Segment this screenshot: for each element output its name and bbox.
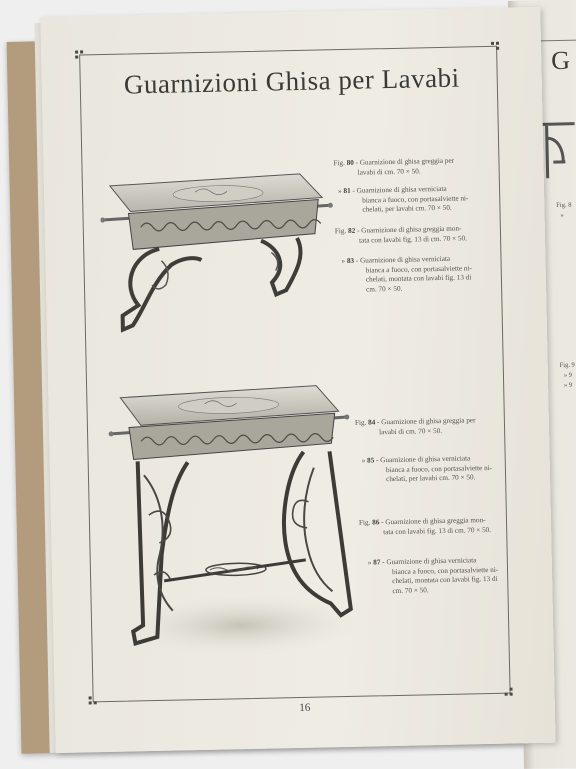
caption-fig-number: 85 <box>367 456 375 465</box>
caption-fig-prefix: Fig. <box>333 158 345 168</box>
facing-fig-2: » <box>560 211 564 219</box>
caption-fig-number: 82 <box>347 226 356 235</box>
caption-line: chelati, montata con lavabi fig. 13 di <box>392 574 498 586</box>
caption-line: bianca a fuoco, con portasalviette ni- <box>385 463 493 474</box>
facing-fig-5: » 9 <box>563 381 573 389</box>
caption-fig-81 <box>338 184 499 216</box>
caption-line: bianca a fuoco, con portasalviette ni- <box>365 263 472 275</box>
caption-fig-prefix: » <box>361 456 366 465</box>
caption-fig-prefix: Fig. <box>334 226 347 236</box>
caption-fig-number: 83 <box>346 256 355 265</box>
caption-fig-82 <box>335 224 500 246</box>
caption-fig-number: 84 <box>368 418 376 427</box>
facing-fig-3: Fig. 9 <box>559 361 575 370</box>
caption-fig-number: 80 <box>346 158 354 167</box>
caption-fig-prefix: » <box>367 558 372 567</box>
caption-line: tata con lavabi fig. 13 di cm. 70 × 50. <box>383 525 492 536</box>
caption-line: - Guarnizione di ghisa verniciata <box>355 254 451 265</box>
corner-ornament-tr <box>491 42 499 50</box>
corner-ornament-tl <box>75 50 83 58</box>
caption-fig-84 <box>355 415 515 437</box>
caption-fig-number: 81 <box>343 186 351 196</box>
catalog-page <box>40 7 555 753</box>
facing-page-title: G <box>550 45 571 76</box>
caption-line: chelati, per lavabi cm. 70 × 50. <box>362 203 452 214</box>
caption-fig-prefix: Fig. <box>358 518 371 527</box>
caption-fig-prefix: » <box>341 256 346 266</box>
caption-line: bianca a fuoco, con portasalviette ni- <box>362 193 469 205</box>
facing-bracket-illustration <box>538 118 576 189</box>
caption-line: - Guarnizione di ghisa greggia mon- <box>356 224 462 235</box>
caption-line: chelati, per lavabi cm. 70 × 50. <box>386 473 476 484</box>
caption-line: - Guarnizione di ghisa verniciata <box>352 184 447 195</box>
caption-fig-number: 87 <box>373 558 381 567</box>
caption-line: bianca a fuoco, con portasalviette ni- <box>391 565 499 576</box>
corner-ornament-bl <box>89 696 97 704</box>
page-number: 16 <box>299 701 311 715</box>
caption-line: lavabi di cm. 70 × 50. <box>379 426 443 436</box>
wall-washstand-illustration <box>99 158 346 336</box>
facing-fig-4: » 9 <box>563 371 573 379</box>
caption-line: - Guarnizione di ghisa greggia mon- <box>381 516 486 527</box>
caption-line: cm. 70 × 50. <box>392 585 429 595</box>
caption-fig-85 <box>362 453 523 485</box>
caption-line: - Guarnizione di ghisa verniciata <box>375 454 471 465</box>
caption-line: - Guarnizione di ghisa greggia per <box>355 156 455 167</box>
caption-line: - Guarnizione di ghisa verniciata <box>382 556 477 567</box>
caption-line: tata con lavabi fig. 13 di cm. 70 × 50. <box>359 233 468 245</box>
caption-line: cm. 70 × 50. <box>366 284 403 294</box>
caption-fig-87 <box>368 555 529 596</box>
caption-fig-80 <box>333 156 493 178</box>
caption-fig-86 <box>359 515 524 537</box>
caption-fig-83 <box>341 254 502 295</box>
caption-line: - Guarnizione di ghisa greggia per <box>376 416 476 427</box>
corner-ornament-br <box>504 688 512 696</box>
page-title: Guarnizioni Ghisa per Lavabi <box>123 62 460 100</box>
caption-line: chelati, montata con lavabi fig. 13 di <box>365 273 472 284</box>
caption-fig-prefix: » <box>337 187 342 196</box>
caption-line: lavabi di cm. 70 × 50. <box>357 166 421 177</box>
facing-fig-1: Fig. 8 <box>556 201 572 210</box>
freestanding-washstand-illustration <box>106 371 362 666</box>
caption-fig-prefix: Fig. <box>354 418 367 427</box>
caption-fig-number: 86 <box>372 518 380 527</box>
